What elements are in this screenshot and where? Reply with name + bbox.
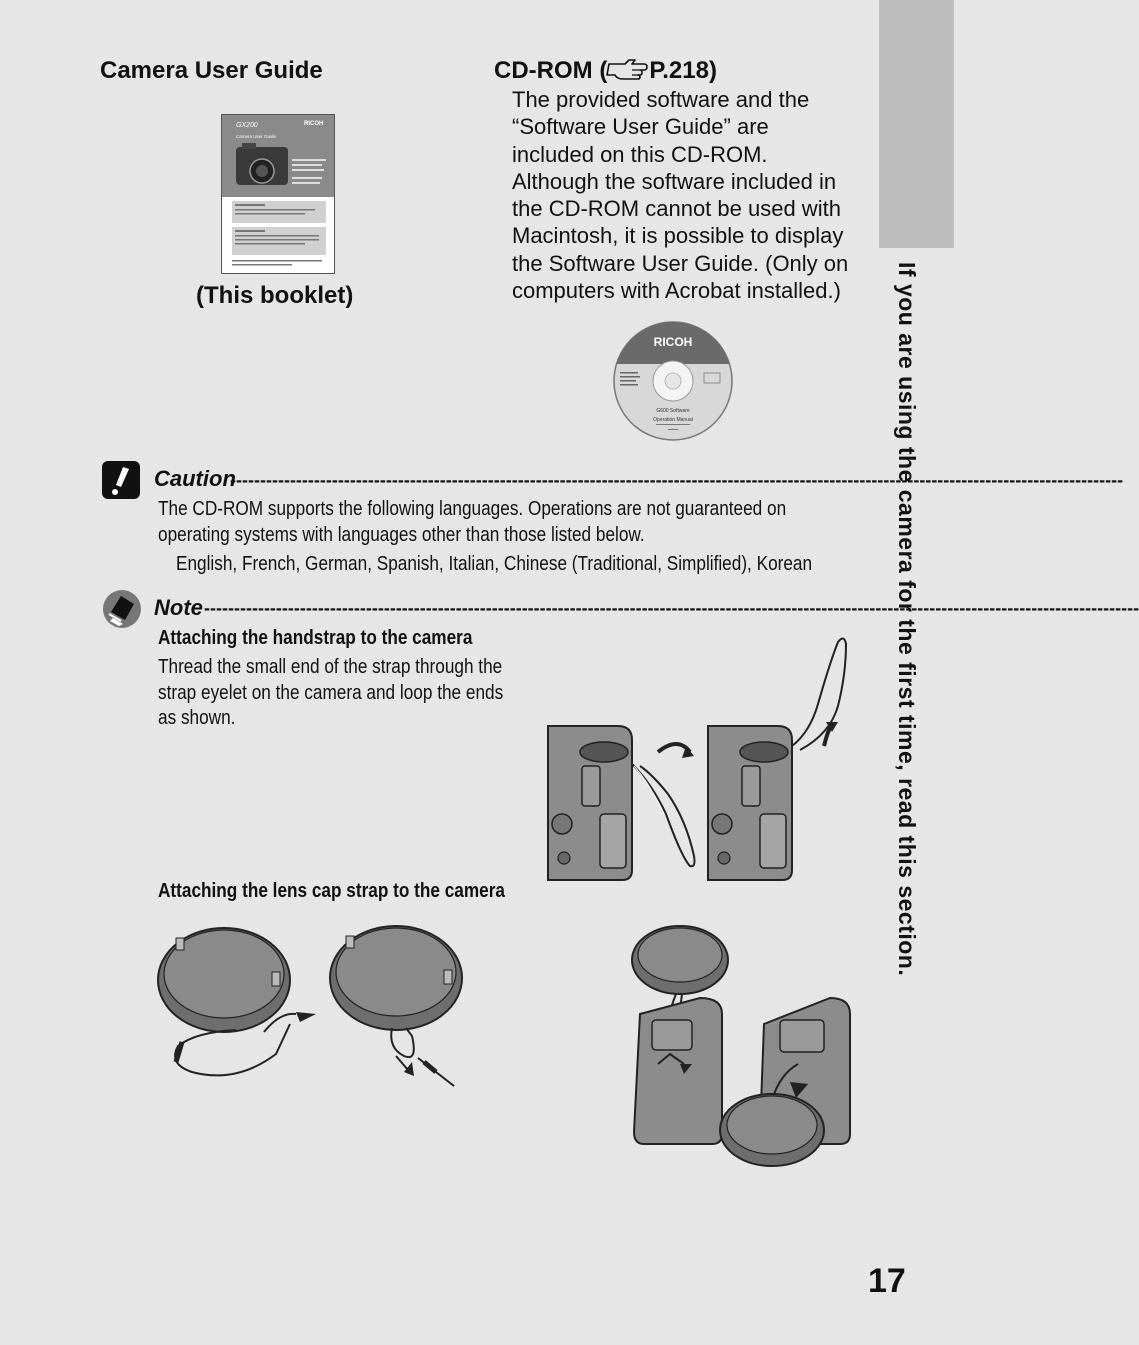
side-tab-text: If you are using the camera for the first time, read this section.: [894, 262, 920, 977]
caution-text-2: operating systems with languages other than those listed below.: [158, 524, 645, 546]
cdrom-line: the CD-ROM cannot be used with: [512, 196, 841, 222]
caution-languages: English, French, German, Spanish, Italian, Chinese (Traditional, Simplified), Korean: [176, 553, 813, 575]
caution-label: Caution: [154, 466, 236, 491]
cdrom-line: “Software User Guide” are: [512, 114, 769, 140]
handstrap-line: strap eyelet on the camera and loop the ends: [158, 682, 504, 704]
cdrom-line: computers with Acrobat installed.): [512, 278, 841, 304]
cdrom-description: [512, 86, 872, 304]
page-number: 17: [868, 1262, 906, 1300]
reference-hand-icon: [607, 58, 649, 80]
hanging-lens-cap: [632, 926, 728, 994]
booklet-caption: (This booklet): [196, 282, 354, 309]
booklet-brand: RICOH: [304, 121, 324, 127]
lens-cap-1: [158, 928, 290, 1032]
handstrap-line: as shown.: [158, 707, 236, 729]
lenscap-title: Attaching the lens cap strap to the camera: [158, 880, 505, 902]
camera-body-left: [548, 726, 632, 880]
caution-icon: [101, 460, 141, 500]
camera-with-cap-left: [634, 998, 722, 1144]
note-rule: ------------------------------------------------------------------------------------------------------------------------------------------------------------: [204, 598, 1139, 618]
lens-cap-2: [330, 926, 462, 1030]
lenscap-strap-illustration: [156, 924, 466, 1090]
cdrom-line: The provided software and the: [512, 87, 810, 112]
cdrom-line: the Software User Guide. (Only on: [512, 250, 849, 276]
disc-brand: RICOH: [653, 335, 693, 349]
booklet-image: [221, 114, 335, 274]
note-label: Note: [154, 595, 203, 620]
dangling-lens-cap: [720, 1094, 824, 1166]
lenscap-camera-illustration: [630, 924, 852, 1170]
cdrom-heading-ref: P.218): [649, 57, 717, 84]
side-tab: [879, 0, 954, 248]
cdrom-heading: [494, 57, 717, 85]
handstrap-line: Thread the small end of the strap through the: [158, 656, 503, 678]
booklet-cover-illustration: [222, 115, 334, 273]
cdrom-disc-image: [612, 320, 734, 442]
cdrom-line: Macintosh, it is possible to display: [512, 223, 844, 249]
note-icon: [101, 588, 143, 630]
handstrap-title: Attaching the handstrap to the camera: [158, 627, 473, 649]
caution-text-1: The CD-ROM supports the following languages. Operations are not guaranteed on: [158, 498, 787, 520]
cdrom-heading-prefix: CD-ROM (: [494, 57, 608, 84]
booklet-model: GX200: [236, 122, 258, 129]
booklet-title: Camera User Guide: [236, 134, 277, 139]
handstrap-illustration: [548, 634, 854, 884]
camera-guide-heading: Camera User Guide: [100, 57, 323, 84]
camera-body-right: [708, 726, 792, 880]
caution-rule: -----------------------------------------------------------------------------------------------------------------------------------------------------: [230, 470, 1124, 490]
disc-label-1: G600 Software: [656, 408, 690, 414]
disc-label-2: Operation Manual: [653, 417, 693, 423]
cdrom-line: Although the software included in: [512, 168, 837, 194]
cdrom-line: included on this CD-ROM.: [512, 141, 768, 167]
